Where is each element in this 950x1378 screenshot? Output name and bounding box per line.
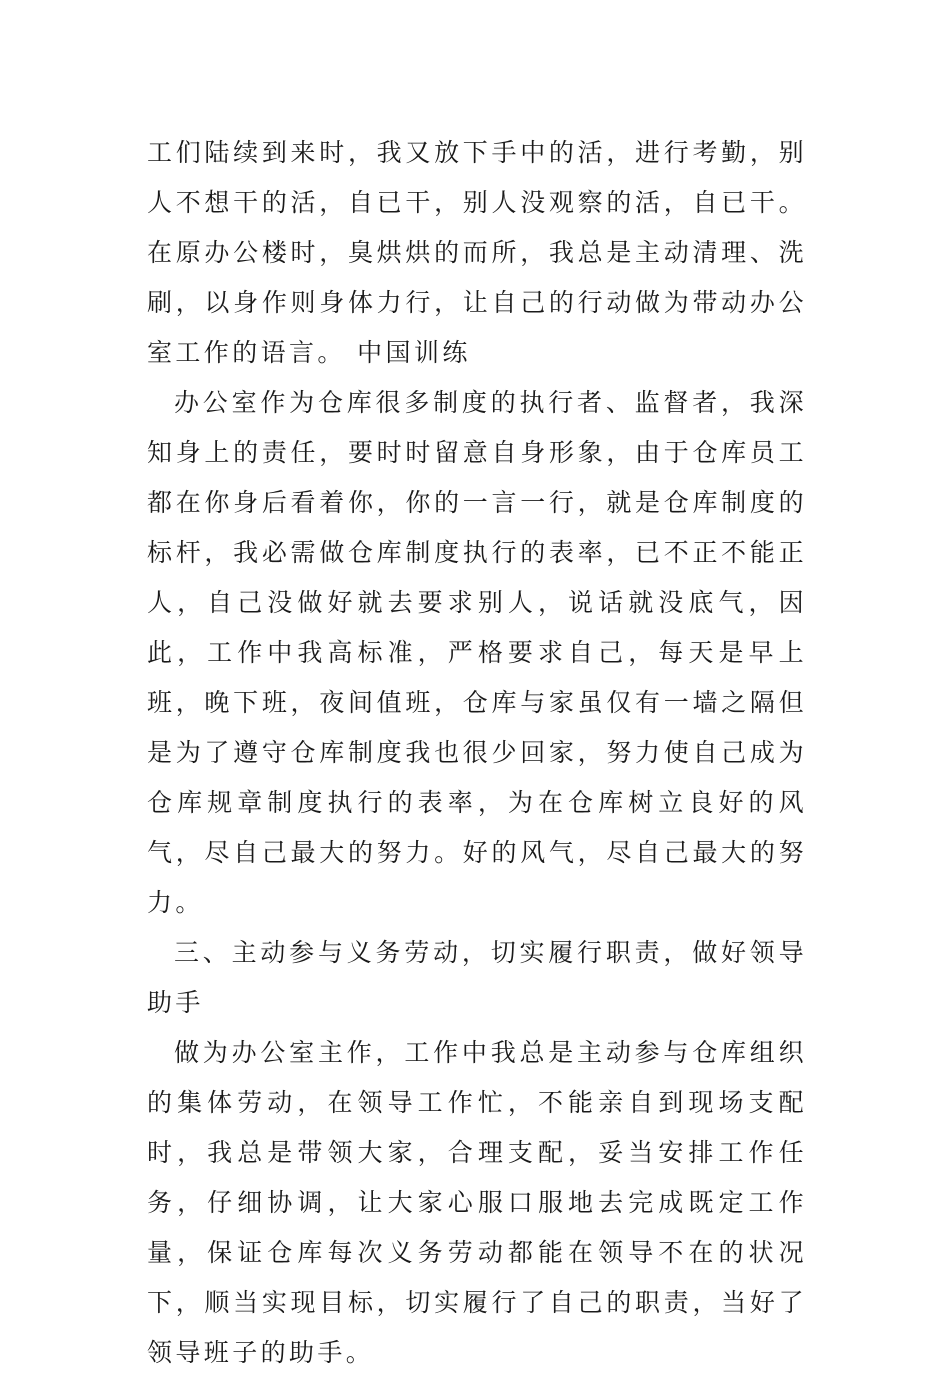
section-heading-three: 三、主动参与义务劳动，切实履行职责，做好领导助手 — [147, 938, 807, 1017]
paragraph-continuation: 工们陆续到来时，我又放下手中的活，进行考勤，别人不想干的活，自已干，别人没观察的活，自已干。在原办公楼时，臭烘烘的而所，我总是主动清理、洗刷，以身作则身体力行，让自己的行动做为带动办公室工作的语言。 中国训练 — [147, 138, 807, 367]
paragraph-labor-duty: 做为办公室主作，工作中我总是主动参与仓库组织的集体劳动，在领导工作忙，不能亲自到现场支配时，我总是带领大家，合理支配，妥当安排工作任务，仔细协调，让大家心服口服地去完成既定工作量，保证仓库每次义务劳动都能在领导不在的状况下，顺当实现目标，切实履行了自己的职责，当好了领导班子的助手。 — [147, 1038, 807, 1367]
document-body — [147, 128, 807, 1378]
paragraph-office-role: 办公室作为仓库很多制度的执行者、监督者，我深知身上的责任，要时时留意自身形象，由于仓库员工都在你身后看着你，你的一言一行，就是仓库制度的标杆，我必需做仓库制度执行的表率，已不正不能正人，自己没做好就去要求别人，说话就没底气，因此，工作中我高标准，严格要求自己，每天是早上班，晚下班，夜间值班，仓库与家虽仅有一墙之隔但是为了遵守仓库制度我也很少回家，努力使自己成为仓库规章制度执行的表率，为在仓库树立良好的风气，尽自己最大的努力。好的风气，尽自己最大的努力。 — [147, 388, 807, 917]
